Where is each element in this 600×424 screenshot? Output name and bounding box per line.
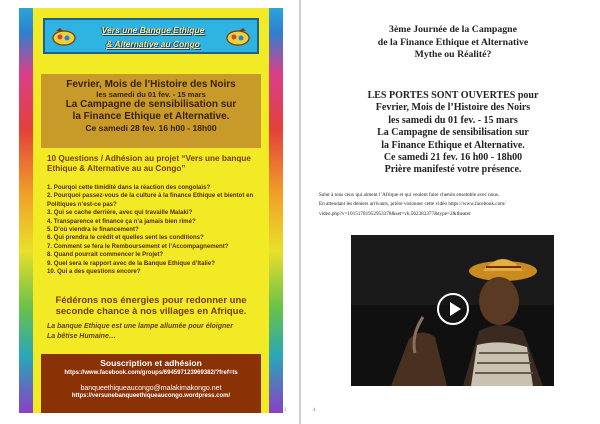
event-campaign-line-1: La Campagne de sensibilisation sur [65, 99, 237, 110]
questions-title: 10 Questions / Adhésion au projet “Vers une banque Ethique & Alternative au au Congo” [47, 154, 251, 173]
announce-line-4: La Campagne de sensibilisation sur [377, 127, 529, 139]
right-page [301, 0, 600, 424]
blog-link[interactable]: https://versunebanqueethiqueaucongo.wordpress.com/ [71, 393, 231, 399]
announcement [321, 90, 585, 177]
video-intro-text [319, 191, 589, 219]
list-item: 6. Qui prendra le crédit et quelles sent les conditions? [47, 234, 204, 242]
page-number: 3 [284, 408, 287, 413]
list-item: 2. Pourquoi passez-vous de la culture à la finance Ethique et bientot en Politiques n’est-ce pas? [47, 192, 254, 208]
list-item: 5. D’où viendra le financement? [47, 226, 139, 234]
page-number: 4 [313, 408, 316, 413]
header-line-1: 3ème Journée de la Campagne [389, 24, 517, 35]
banner-line-1: Vers une Banque Ethique [101, 25, 205, 35]
list-item: 7. Comment se fera le Remboursement et l’Accompagnement? [47, 242, 229, 250]
intro-line-1: Salut à tous ceux qui aiment l’Afrique et qui veulent faire chemin ensemble avec nous. [319, 192, 500, 198]
lamp-quote [47, 322, 265, 342]
flyer [19, 8, 283, 413]
event-title: Fevrier, Mois de l’Histoire des Noirs [66, 79, 236, 90]
contact-email[interactable]: banqueethiqueaucongo@malakimakongo.net [80, 385, 222, 392]
banner-line-2: & Alternative au Congo [106, 39, 200, 49]
announce-line-5: la Finance Ethique et Alternative. [381, 139, 525, 151]
subscription-box [41, 354, 261, 413]
questions-list [47, 184, 269, 276]
list-item: 9. Quel sera le rapport avec de la Banque Ethique d’Italie? [47, 259, 215, 267]
list-item: 8. Quand pourrait commencer le Projet? [47, 251, 164, 259]
list-item: 1. Pourqoi cette timidité dans la réaction des congolais? [47, 184, 211, 191]
lamp-line-2: La bêtise Humaine… [47, 333, 116, 340]
lamp-line-1: La banque Ethique est une lampe allumée pour éloigner [47, 323, 233, 330]
header-line-2: de la Finance Ethique et Alternative [377, 36, 529, 48]
event-dates: les samedi du 01 fev. - 15 mars [96, 90, 206, 99]
event-box [41, 74, 261, 148]
facebook-group-link[interactable]: https://www.facebook.com/groups/694597123969382/?fref=ts [64, 370, 238, 376]
announce-line-6: Ce samedi 21 fev. 16 h00 - 18h00 [383, 152, 523, 164]
announce-line-3: les samedi du 01 fev. - 15 mars [388, 114, 518, 126]
left-page [0, 0, 299, 424]
announce-line-7: Prière manifesté votre présence. [384, 164, 522, 176]
campaign-header [321, 24, 585, 62]
announce-line-1: LES PORTES SONT OUVERTES pour [367, 90, 539, 101]
event-campaign-line-2: la Finance Ethique et Alternative. [72, 111, 230, 122]
federons-text: Fédérons nos énergies pour redonner une seconde chance à nos villages en Afrique. [55, 295, 247, 317]
intro-line-2: En attendant les deniers arrivants, prière visionner cette vidéo https://www.facebook.com/ [319, 201, 506, 208]
play-icon[interactable] [437, 293, 469, 325]
banner-title [83, 23, 223, 51]
flyer-banner [43, 18, 259, 54]
subscription-title: Souscription et adhésion [100, 358, 202, 368]
intro-line-3[interactable]: video.php?v=10151781952953378&set=vb.562383377&type=2&theater [319, 210, 471, 217]
list-item: 10. Qui a des questions encore? [47, 268, 141, 276]
bank-logo-icon [51, 26, 77, 48]
list-item: 3. Qui se cache derrière, avec qui travaille Malaki? [47, 209, 193, 217]
event-time: Ce samedi 28 fev. 16 h00 - 18h00 [85, 123, 217, 133]
list-item: 4. Transparence et finance ça n’a jamais bien rimé? [47, 217, 196, 225]
video-player[interactable] [351, 235, 554, 386]
flyer-body [33, 8, 269, 413]
announce-line-2: Fevrier, Mois de l’Histoire des Noirs [375, 102, 531, 114]
bank-logo-icon [225, 26, 251, 48]
header-line-3: Mythe ou Réalité? [414, 49, 492, 60]
